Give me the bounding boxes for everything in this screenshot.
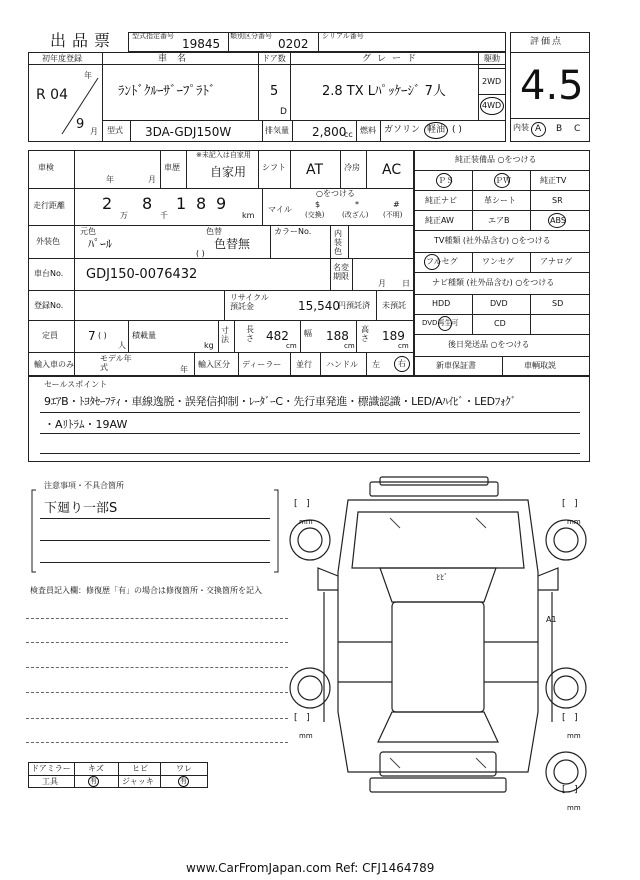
chassis-label: 車台No. — [34, 269, 64, 278]
recycle-label: リサイクル預託金 — [230, 293, 269, 311]
navi-title: ナビ種類 (社外品含む) ○をつける — [432, 278, 555, 287]
mileage-unit-man: 万 — [120, 211, 128, 220]
later-manual: 車輌取説 — [524, 361, 556, 370]
height-unit: cm — [398, 342, 409, 350]
width-value: 188 — [326, 329, 349, 343]
displacement-unit: cc — [344, 130, 353, 139]
later-title: 後日発送品 ○をつける — [448, 340, 530, 349]
name-change-label: 名変期限 — [333, 263, 349, 281]
interior-a: A — [535, 124, 542, 134]
capacity-value: 7 — [88, 329, 96, 343]
class-value: 0202 — [278, 37, 309, 51]
legend-break: ワレ — [176, 764, 192, 773]
recycle-status: 未預託 — [382, 301, 406, 310]
load-label: 積載量 — [132, 331, 156, 340]
length-unit: cm — [286, 342, 297, 350]
mileage-unit-sen: 千 — [160, 211, 168, 220]
drive-4wd: 4WD — [482, 101, 502, 110]
mileage-exchange: (交換) — [305, 211, 325, 219]
tire-fr-mm: mm — [567, 518, 581, 526]
page-title: 出品票 — [50, 31, 117, 50]
name-change-day: 日 — [402, 279, 410, 288]
model-year-label: モデル年式 — [100, 354, 132, 372]
tire-rr-bracket: [ ] — [562, 713, 578, 723]
serial-label: シリアル番号 — [322, 32, 364, 40]
shift-label: シフト — [262, 163, 286, 172]
navi-hdd: HDD — [432, 299, 451, 308]
type-value: 3DA-GDJ150W — [145, 125, 232, 139]
equip-sr: SR — [552, 196, 563, 205]
first-reg-year: R 04 — [36, 87, 68, 103]
equip-leather: 革シート — [484, 196, 516, 205]
tire-rr-mm: mm — [567, 732, 581, 740]
mileage-digit-1: 2 — [102, 194, 113, 213]
tv-fullseg: フルセグ — [426, 257, 458, 266]
legend-jack-yes: 有 — [180, 777, 187, 785]
tire-fl-mm: mm — [299, 518, 313, 526]
capacity-label: 定員 — [42, 331, 58, 340]
height-value: 189 — [382, 329, 405, 343]
exterior-orig-label: 元色 — [80, 227, 96, 236]
legend-tools-yes: 有 — [90, 777, 97, 785]
import-class-label: 輸入区分 — [198, 360, 230, 369]
recycle-unit: 円預託済 — [338, 301, 370, 310]
first-reg-year-unit: 年 — [84, 71, 92, 80]
dim-label: 寸法 — [221, 326, 229, 344]
navi-dvd-play: DVD再生可 — [422, 319, 459, 327]
ac-label: 冷房 — [344, 163, 360, 172]
model-cert-value: 19845 — [182, 37, 221, 51]
doors-value: 5 — [270, 84, 279, 99]
recycle-value: 15,540 — [298, 299, 340, 313]
tv-oneseg: ワンセグ — [482, 257, 514, 266]
interior-label: 内装 — [513, 123, 529, 132]
equip-abs: ABS — [550, 216, 566, 225]
grade-value: 2.8 TX Lﾊﾟｯｹｰｼﾞ 7人 — [322, 84, 446, 99]
equip-pw: ＰＷ — [495, 176, 511, 185]
displacement-value: 2,800 — [312, 125, 347, 139]
legend-jack: ジャッキ — [122, 777, 154, 786]
legend-crack: ヒビ — [132, 764, 148, 773]
grade-label: グレード — [362, 54, 423, 64]
inspection-label: 車検 — [38, 163, 54, 172]
import-parallel: 並行 — [296, 360, 312, 369]
mileage-digit-2: 8 — [142, 194, 153, 213]
car-name-value: ﾗﾝﾄﾞｸﾙｰｻﾞｰﾌﾟﾗﾄﾞ — [118, 84, 216, 99]
usage-note: ※未記入は自家用 — [196, 151, 251, 159]
width-label: 幅 — [304, 329, 312, 338]
interior-color-label: 内装色 — [334, 229, 342, 256]
tire-spare-mm: mm — [567, 804, 581, 812]
mileage-tamper: (改ざん) — [342, 211, 369, 219]
equipment-note: 純正装備品 ○をつける — [455, 155, 537, 164]
tire-spare-bracket: [ ] — [562, 785, 578, 795]
load-unit: kg — [204, 341, 214, 350]
usage-value: 自家用 — [210, 165, 247, 179]
inspector-label: 検査員記入欄：修復歴「有」の場合は修復箇所・交換箇所を記入 — [30, 586, 262, 595]
mileage-mile: マイル — [268, 205, 292, 214]
mileage-digit-3: 1 — [176, 194, 187, 213]
diagram-a1-mark: A1 — [546, 615, 557, 624]
inspection-year: 年 — [106, 175, 114, 184]
equip-airbag: エアB — [488, 216, 510, 225]
equip-navi: 純正ナビ — [425, 196, 457, 205]
car-name-label: 車名 — [158, 54, 197, 64]
sales-point-line-1: 9ｴｱB・ﾄﾖﾀｾｰﾌﾃｨ・車線逸脱・誤発信抑制・ﾚｰﾀﾞｰC・先行車発進・標識認識・LED/Aﾊｲﾋﾞ・LEDﾌｫｸﾞ — [44, 395, 516, 408]
exterior-paren: ( ) — [196, 249, 205, 258]
later-warranty: 新車保証書 — [436, 361, 476, 370]
exterior-orig-value: ﾊﾟｰﾙ — [88, 237, 113, 251]
fuel-diesel: 軽油 — [427, 125, 446, 135]
handle-right: 右 — [398, 359, 406, 368]
first-reg-month-unit: 月 — [90, 127, 98, 136]
drive-label: 駆動 — [484, 54, 500, 63]
equip-ps: ＰＳ — [438, 176, 454, 185]
width-unit: cm — [344, 342, 355, 350]
notes-label: 注意事項・不具合箇所 — [44, 481, 124, 490]
equip-tv: 純正TV — [540, 176, 567, 185]
equip-aw: 純正AW — [425, 216, 454, 225]
tire-fl-bracket: [ ] — [294, 499, 310, 509]
mileage-exchange-symbol: $ — [315, 200, 321, 209]
length-label: 長さ — [246, 325, 254, 343]
navi-sd: SD — [552, 299, 564, 308]
diagram-scratch-mark: ﾋﾋﾞ — [436, 573, 448, 582]
usage-label: 車歴 — [164, 163, 180, 172]
handle-left: 左 — [372, 360, 380, 369]
model-year-unit: 年 — [180, 365, 188, 374]
sales-point-label: セールスポイント — [44, 380, 108, 389]
interior-c: C — [574, 124, 581, 134]
first-reg-label: 初年度登録 — [42, 54, 82, 63]
doors-sub: D — [280, 107, 287, 117]
length-value: 482 — [266, 329, 289, 343]
model-cert-label: 型式指定番号 — [132, 32, 174, 40]
fuel-label: 燃料 — [360, 126, 376, 135]
tv-analog: アナログ — [540, 257, 572, 266]
notes-line-1: 下廻り一部S — [44, 501, 118, 516]
legend-tools: 工具 — [42, 777, 58, 786]
tire-rl-bracket: [ ] — [294, 713, 310, 723]
name-change-month: 月 — [378, 279, 386, 288]
height-label: 高さ — [361, 325, 369, 343]
tire-rl-mm: mm — [299, 732, 313, 740]
car-diagram — [288, 472, 588, 812]
capacity-paren: ( ) — [98, 331, 107, 340]
tire-fr-bracket: [ ] — [562, 499, 578, 509]
mileage-unknown-symbol: # — [393, 200, 400, 209]
import-dealer: ディーラー — [242, 360, 282, 369]
ac-value: AC — [382, 162, 402, 178]
class-label: 類別区分番号 — [230, 32, 272, 40]
capacity-unit: 人 — [118, 341, 126, 350]
fuel-bracket: ( ) — [452, 125, 462, 135]
sales-point-line-2: ・Aﾘﾄﾗﾑ・19AW — [44, 418, 128, 431]
shift-value: AT — [306, 162, 324, 178]
navi-dvd: DVD — [490, 299, 508, 308]
first-reg-month: 9 — [76, 117, 85, 132]
exterior-label: 外装色 — [36, 237, 60, 246]
import-label: 輸入車のみ — [34, 360, 74, 369]
drive-2wd: 2WD — [482, 77, 502, 86]
mileage-tamper-symbol: * — [355, 200, 359, 209]
fuel-gasoline: ガソリン — [384, 125, 421, 135]
handle-label: ハンドル — [326, 360, 358, 369]
doors-label: ドア数 — [262, 54, 286, 63]
interior-b: B — [556, 124, 563, 134]
mileage-digit-5: 9 — [216, 194, 227, 213]
score-label: 評価点 — [530, 37, 564, 47]
color-no-label: カラーNo. — [274, 227, 312, 236]
navi-cd: CD — [494, 319, 506, 328]
legend-mirror: ドアミラー — [31, 764, 71, 773]
chassis-value: GDJ150-0076432 — [86, 267, 198, 282]
exterior-color-value: 色替無 — [214, 237, 251, 251]
displacement-label: 排気量 — [265, 126, 289, 135]
tv-title: TV種類 (社外品含む) ○をつける — [434, 236, 551, 245]
mileage-unit-km: km — [242, 211, 255, 220]
mileage-label: 走行距離 — [33, 201, 65, 210]
mileage-circle-note: ○をつける — [316, 189, 355, 198]
footer-watermark: www.CarFromJapan.com Ref: CFJ1464789 — [186, 861, 435, 875]
exterior-color-label: 色替 — [206, 227, 222, 236]
score-value: 4.5 — [520, 63, 584, 109]
type-label: 型式 — [107, 126, 123, 135]
legend-scratch: キズ — [88, 764, 104, 773]
inspection-month: 月 — [148, 175, 156, 184]
mileage-unknown: (不明) — [383, 211, 403, 219]
mileage-digit-4: 8 — [196, 194, 207, 213]
registration-label: 登録No. — [34, 301, 64, 310]
